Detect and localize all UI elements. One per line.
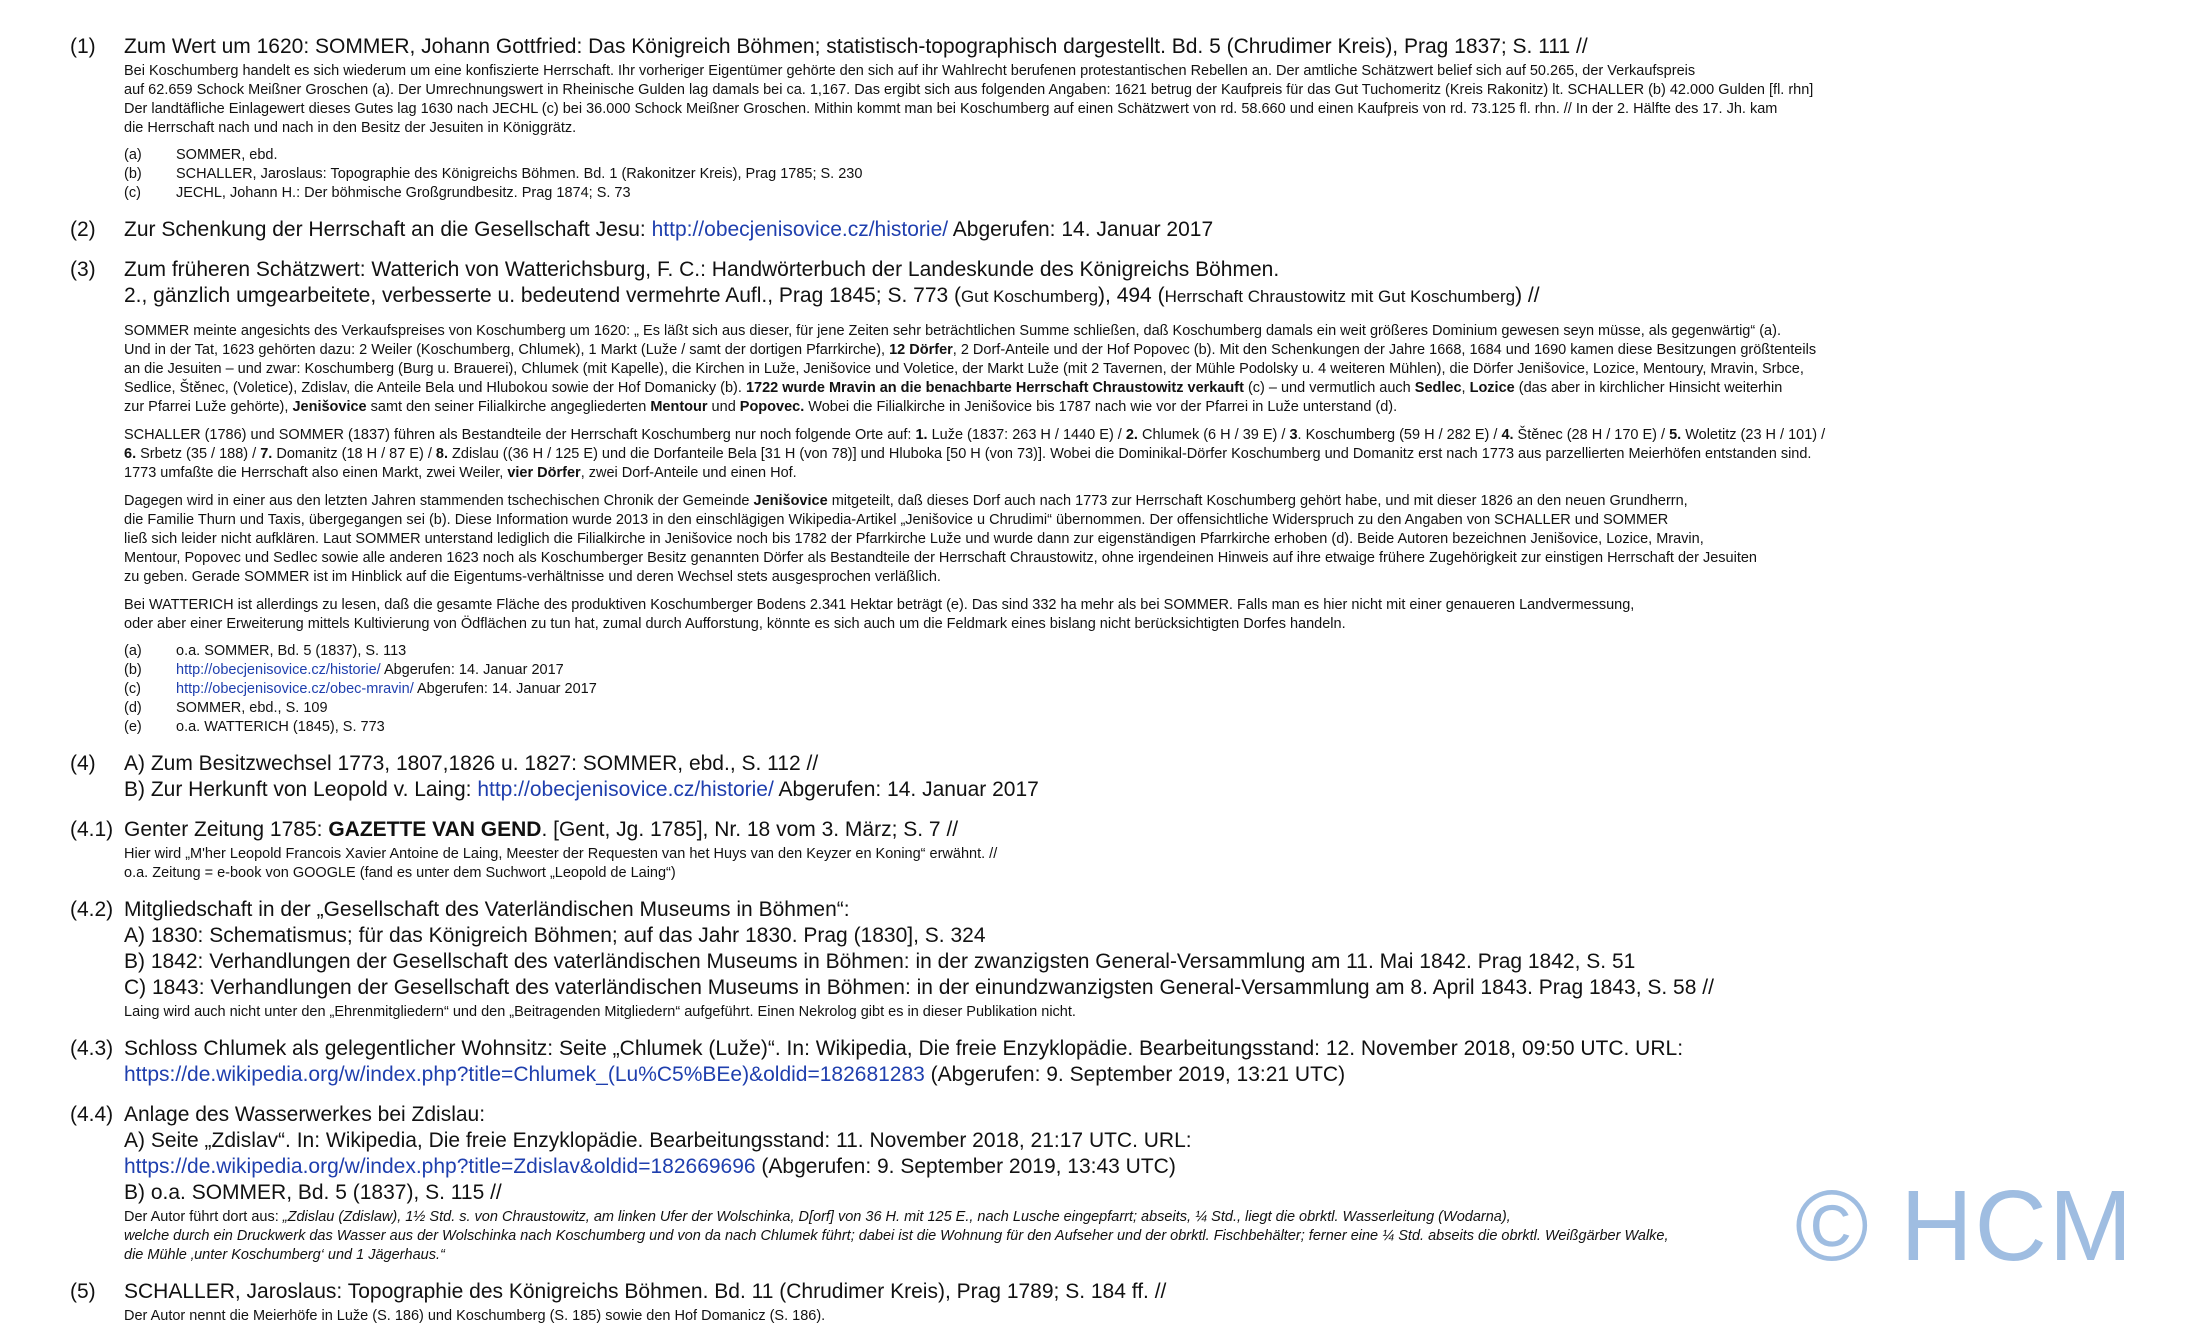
bold-text: 7. [260, 446, 273, 462]
heading-text: Abgerufen: 14. Januar 2017 [773, 778, 1039, 801]
footnote-heading [124, 817, 2120, 843]
bold-text: 8. [435, 446, 448, 462]
bold-text: 6. [124, 446, 137, 462]
text: die Familie Thurn und Taxis, übergegangen sei (b). Diese Information wurde 2013 in den einschlägigen Wikipedia-Artikel „Jenišovice u Chrudimi“ übernommen. Der offensichtliche Widerspruch zu den Angaben von SCHALLER und SOMMER [124, 512, 1669, 528]
bold-text: 5. [1669, 427, 1682, 443]
bold-text: Jenišovice [292, 399, 367, 415]
paragraph [124, 322, 2120, 417]
text: SCHALLER (1786) und SOMMER (1837) führen als Bestandteile der Herrschaft Koschumberg nur noch folgende Orte auf: [124, 427, 916, 443]
text: , 2 Dorf-Anteile und der Hof Popovec (b). Mit den Schenkungen der Jahre 1668, 1684 und 1690 kamen diese Besitzungen größtenteils [952, 342, 1817, 358]
text: und [707, 399, 740, 415]
bold-text: vier Dörfer [507, 465, 581, 481]
reference-key: (b) [124, 662, 142, 678]
wikipedia-link[interactable]: https://de.wikipedia.org/w/index.php?title=Chlumek_(Lu%C5%BEe)&oldid=182681283 [124, 1063, 925, 1086]
text: Sedlice, Štěnec, (Voletice), Zdislav, die Anteile Bela und Hlubokou sowie der Hof Domanicky (b). [124, 380, 746, 396]
text-line: Hier wird „M'her Leopold Francois Xavier Antoine de Laing, Meester der Requesten van het Huys van den Keyzer en Koning“ erwähnt. // [124, 846, 998, 862]
text: Wobei die Filialkirche in Jenišovice bis 1787 nach wie vor der Pfarrei in Luže unterstand (d). [804, 399, 1398, 415]
footnote-number: (4.4) [70, 1103, 114, 1126]
heading-text: (Abgerufen: 9. September 2019, 13:43 UTC) [755, 1155, 1176, 1178]
footnote-heading [124, 257, 2120, 310]
text: (das aber in kirchlicher Hinsicht weiterhin [1514, 380, 1783, 396]
footnote-4-3 [70, 1036, 2120, 1088]
reference-text: o.a. SOMMER, Bd. 5 (1837), S. 113 [176, 643, 407, 659]
reference-link[interactable]: http://obecjenisovice.cz/obec-mravin/ [176, 681, 414, 697]
reference-item [124, 165, 2120, 184]
bold-text: Sedlec [1414, 380, 1462, 396]
footnote-heading: B) o.a. SOMMER, Bd. 5 (1837), S. 115 // [124, 1181, 502, 1204]
heading-text: . [Gent, Jg. 1785], Nr. 18 vom 3. März; S. 7 // [541, 818, 959, 841]
reference-text: Abgerufen: 14. Januar 2017 [413, 681, 597, 697]
text: , [1461, 380, 1470, 396]
footnote-number: (5) [70, 1280, 96, 1303]
text: zu geben. Gerade SOMMER ist im Hinblick auf die Eigentums-verhältnisse und deren Wechsel stets ausgesprochen verläßlich. [124, 569, 941, 585]
footnote-4-1 [70, 817, 2120, 883]
reference-key: (c) [124, 185, 141, 201]
reference-key: (a) [124, 643, 142, 659]
text: Der Autor führt dort aus: [124, 1209, 283, 1225]
reference-key: (c) [124, 681, 141, 697]
quote-text: die Mühle ‚unter Koschumberg‘ und 1 Jägerhaus.“ [124, 1247, 445, 1263]
footnote-heading [124, 1062, 2120, 1088]
footnote-3 [70, 257, 2120, 737]
paragraph [124, 492, 2120, 587]
text: Dagegen wird in einer aus den letzten Jahren stammenden tschechischen Chronik der Gemeinde [124, 493, 754, 509]
footnote-2 [70, 217, 2120, 243]
reference-text: JECHL, Johann H.: Der böhmische Großgrundbesitz. Prag 1874; S. 73 [176, 185, 631, 201]
heading-text: ), 494 ( [1098, 284, 1165, 307]
footnote-4-2 [70, 897, 2120, 1022]
footnote-number: (1) [70, 35, 96, 58]
text-line: o.a. Zeitung = e-book von GOOGLE (fand es unter dem Suchwort „Leopold de Laing“) [124, 865, 676, 881]
bold-text: 4. [1501, 427, 1514, 443]
heading-text: 2., gänzlich umgearbeitete, verbesserte u. bedeutend vermehrte Aufl., Prag 1845; S. 773 ( [124, 284, 962, 307]
footnote-heading: A) Seite „Zdislav“. In: Wikipedia, Die freie Enzyklopädie. Bearbeitungsstand: 11. November 2018, 21:17 UTC. URL: [124, 1129, 1192, 1152]
heading-text: Zur Schenkung der Herrschaft an die Gesellschaft Jesu: [124, 218, 652, 241]
heading-line [124, 283, 2120, 310]
reference-text: o.a. WATTERICH (1845), S. 773 [176, 719, 385, 735]
text: Domanitz (18 H / 87 E) / [272, 446, 436, 462]
bold-text: Popovec. [739, 399, 805, 415]
text-line: auf 62.659 Schock Meißner Groschen (a). Der Umrechnungswert in Rheinische Gulden lag damals bei ca. 1,167. Das ergibt sich aus folgenden Angaben: 1621 betrug der Kaufpreis für das Gut Tuchomeritz (Kreis Rakonitz) lt. SCHALLER (b) 42.000 Gulden [fl. rhn] [124, 82, 1814, 98]
text: Woletitz (23 H / 101) / [1681, 427, 1826, 443]
reference-key: (b) [124, 166, 142, 182]
footnote-heading: Mitgliedschaft in der „Gesellschaft des Vaterländischen Museums in Böhmen“: [124, 898, 850, 921]
footnote-heading: A) 1830: Schematismus; für das Königreich Böhmen; auf das Jahr 1830. Prag (1830], S. 324 [124, 924, 986, 947]
reference-text: Abgerufen: 14. Januar 2017 [380, 662, 564, 678]
reference-text: SOMMER, ebd. [176, 147, 278, 163]
text: Und in der Tat, 1623 gehörten dazu: 2 Weiler (Koschumberg, Chlumek), 1 Markt (Luže / samt der dortigen Pfarrkirche), [124, 342, 890, 358]
footnote-text [124, 62, 2120, 138]
reference-text: SOMMER, ebd., S. 109 [176, 700, 328, 716]
text: Štěnec (28 H / 170 E) / [1513, 427, 1670, 443]
text: , zwei Dorf-Anteile und einen Hof. [580, 465, 797, 481]
heading-text: Abgerufen: 14. Januar 2017 [948, 218, 1214, 241]
footnote-5 [70, 1279, 2120, 1326]
reference-item [124, 661, 2120, 680]
wikipedia-link[interactable]: https://de.wikipedia.org/w/index.php?title=Zdislav&oldid=182669696 [124, 1155, 756, 1178]
footnote-heading: C) 1843: Verhandlungen der Gesellschaft des vaterländischen Museums in Böhmen: in der einundzwanzigsten General-Versammlung am 8. April 1843. Prag 1843, S. 58 // [124, 976, 1714, 999]
footnote-number: (3) [70, 258, 96, 281]
footnote-text: Laing wird auch nicht unter den „Ehrenmitgliedern“ und den „Beitragenden Mitgliedern“ aufgeführt. Einen Nekrolog gibt es in dieser Publikation nicht. [124, 1004, 1076, 1020]
quote-text: „Zdislau (Zdislaw), 1½ Std. s. von Chraustowitz, am linken Ufer der Wolschinka, D[orf] von 36 H. mit 125 E., nach Lusche eingepfarrt; abseits, ¼ Std., liegt die obrktl. Wasserleitung (Wodarna), [282, 1209, 1511, 1225]
heading-text: B) Zur Herkunft von Leopold v. Laing: [124, 778, 478, 801]
text: (c) – und vermutlich auch [1243, 380, 1415, 396]
bold-text: 12 Dörfer [889, 342, 953, 358]
footnote-number: (4) [70, 752, 96, 775]
text: Bei WATTERICH ist allerdings zu lesen, daß die gesamte Fläche des produktiven Koschumberger Bodens 2.341 Hektar beträgt (e). Das sind 332 ha mehr als bei SOMMER. Falls man es hier nicht mit einer genaueren Landvermessung, [124, 597, 1635, 613]
paragraph [124, 596, 2120, 634]
reference-key: (a) [124, 147, 142, 163]
footnote-heading [124, 217, 2120, 243]
footnote-heading: B) 1842: Verhandlungen der Gesellschaft des vaterländischen Museums in Böhmen: in der zwanzigsten General-Versammlung am 11. Mai 1842. Prag 1842, S. 51 [124, 950, 1636, 973]
footnote-4 [70, 751, 2120, 803]
footnote-number: (4.3) [70, 1037, 114, 1060]
reference-list [124, 642, 2120, 737]
text-line: die Herrschaft nach und nach in den Besitz der Jesuiten in Königgrätz. [124, 120, 577, 136]
bold-text: 1. [915, 427, 928, 443]
heading-line: Zum früheren Schätzwert: Watterich von Watterichsburg, F. C.: Handwörterbuch der Landeskunde des Königreichs Böhmen. [124, 258, 1280, 281]
text: Luže (1837: 263 H / 1440 E) / [927, 427, 1126, 443]
reference-item [124, 184, 2120, 203]
text: ließ sich leider nicht aufklären. Laut SOMMER unterstand lediglich die Filialkirche in Jenišovice noch bis 1782 der Pfarrkirche Luže und wurde dann zur eigenständigen Pfarrkirche erhoben (d). Beide Autoren bezeichnen Jenišovice, Lozice, Mravin, [124, 531, 1704, 547]
text-line: Bei Koschumberg handelt es sich wiederum um eine konfiszierte Herrschaft. Ihr vorheriger Eigentümer gehörte den sich auf ihr Wahlrecht berufenen protestantischen Rebellen an. Der amtliche Schätzwert belief sich auf 50.265, der Verkaufspreis [124, 63, 1696, 79]
footnote-number: (4.2) [70, 898, 114, 921]
text: Zdislau ((36 H / 125 E) und die Dorfanteile Bela [31 H (von 78)] und Hluboka [50 H (von 73)]. Wobei die Dominikal-Dörfer Koschumberg und Domanitz erst nach 1773 aus parzellierten Meierhöfen entstanden sind. [448, 446, 1812, 462]
text: . Koschumberg (59 H / 282 E) / [1297, 427, 1502, 443]
heading-text: Herrschaft Chraustowitz mit Gut Koschumberg [1164, 287, 1516, 306]
reference-key: (d) [124, 700, 142, 716]
footnote-heading: Zum Wert um 1620: SOMMER, Johann Gottfried: Das Königreich Böhmen; statistisch-topographisch dargestellt. Bd. 5 (Chrudimer Kreis), Prag 1837; S. 111 // [124, 35, 1588, 58]
footnote-heading: SCHALLER, Jaroslaus: Topographie des Königreichs Böhmen. Bd. 11 (Chrudimer Kreis), Prag 1789; S. 184 ff. // [124, 1280, 1167, 1303]
reference-item [124, 680, 2120, 699]
heading-text: Genter Zeitung 1785: [124, 818, 329, 841]
bold-text: GAZETTE VAN GEND [328, 818, 542, 841]
text-line: Der landtäfliche Einlagewert dieses Gutes lag 1630 nach JECHL (c) bei 36.000 Schock Meißner Groschen. Mithin kommt man bei Koschumberg auf einen Schätzwert von rd. 58.660 und einen Kaufpreis von rd. 73.125 fl. rhn. // In der 2. Hälfte des 17. Jh. kam [124, 101, 1778, 117]
heading-text: (Abgerufen: 9. September 2019, 13:21 UTC) [924, 1063, 1346, 1086]
footnote-number: (2) [70, 218, 96, 241]
text: SOMMER meinte angesichts des Verkaufspreises von Koschumberg um 1620: „ Es läßt sich aus dieser, für jene Zeiten sehr beträchtlichen Summe schließen, daß Koschumberg damals ein weit größeres Dominium gewesen seyn müsse, als gegenwärtig“ (a). [124, 323, 1781, 339]
bold-text: 2. [1125, 427, 1138, 443]
source-link[interactable]: http://obecjenisovice.cz/historie/ [477, 778, 774, 801]
reference-item [124, 718, 2120, 737]
text: 1773 umfaßte die Herrschaft also einen Markt, zwei Weiler, [124, 465, 508, 481]
reference-link[interactable]: http://obecjenisovice.cz/historie/ [176, 662, 381, 678]
footnote-text [124, 845, 2120, 883]
text: oder aber einer Erweiterung mittels Kultivierung von Ödflächen zu tun hat, zumal durch Aufforstung, könnte es sich auch um die Feldmark eines bislang nicht berücksichtigten Dorfes handeln. [124, 616, 1346, 632]
bold-text: Jenišovice [753, 493, 828, 509]
reference-item [124, 699, 2120, 718]
footnote-text [124, 322, 2120, 634]
reference-text: SCHALLER, Jaroslaus: Topographie des Königreichs Böhmen. Bd. 1 (Rakonitzer Kreis), Prag 1785; S. 230 [176, 166, 863, 182]
footnote-heading: A) Zum Besitzwechsel 1773, 1807,1826 u. 1827: SOMMER, ebd., S. 112 // [124, 752, 819, 775]
footnotes-page [70, 34, 2120, 1340]
quote-text: welche durch ein Druckwerk das Wasser aus der Wolschinka nach Koschumberg und von da nach Chlumek führt; dabei ist die Wohnung für den Aufseher und der obrktl. Fischbehälter; ferner eine ¼ Std. abseits die obrktl. Weißgärber Walke, [124, 1228, 1669, 1244]
footnote-heading: Schloss Chlumek als gelegentlicher Wohnsitz: Seite „Chlumek (Luže)“. In: Wikipedia, Die freie Enzyklopädie. Bearbeitungsstand: 12. November 2018, 09:50 UTC. URL: [124, 1037, 1684, 1060]
reference-key: (e) [124, 719, 142, 735]
footnote-1 [70, 34, 2120, 203]
footnote-heading [124, 777, 2120, 803]
footnote-heading: Anlage des Wasserwerkes bei Zdislau: [124, 1103, 486, 1126]
reference-item [124, 642, 2120, 661]
reference-item [124, 146, 2120, 165]
text: Srbetz (35 / 188) / [136, 446, 261, 462]
text: mitgeteilt, daß dieses Dorf auch nach 1773 zur Herrschaft Koschumberg gehört habe, und mit dieser 1826 an den neuen Grundherrn, [827, 493, 1688, 509]
source-link[interactable]: http://obecjenisovice.cz/historie/ [651, 218, 949, 241]
heading-text: ) // [1515, 284, 1540, 307]
text: Chlumek (6 H / 39 E) / [1137, 427, 1290, 443]
heading-text: Gut Koschumberg [961, 287, 1099, 306]
footnote-text: Der Autor nennt die Meierhöfe in Luže (S. 186) und Koschumberg (S. 185) sowie den Hof Domanicz (S. 186). [124, 1308, 826, 1324]
bold-text: Lozice [1469, 380, 1515, 396]
bold-text: 3 [1289, 427, 1298, 443]
footnote-number: (4.1) [70, 818, 114, 841]
text: zur Pfarrei Luže gehörte), [124, 399, 293, 415]
text: Mentour, Popovec und Sedlec sowie alle anderen 1623 noch als Koschumberger Besitz genannten Dörfer als Bestandteile der Herrschaft Chraustowitz, ohne irgendeinen Hinweis auf ihre etwaige frühere Zugehörigkeit zur einstigen Herrschaft der Jesuiten [124, 550, 1757, 566]
copyright-watermark: © HCM [1795, 1170, 2135, 1282]
text: an die Jesuiten – und zwar: Koschumberg (Burg u. Brauerei), Chlumek (mit Kapelle), die Kirchen in Luže, Jenišovice und Voletice, der Markt Luže (mit 2 Tavernen, der Mühle Podolsky u. 4 weiteren Mühlen), die Dörfer Jenišovice, Lozice, Mentoury, Mravin, Srbce, [124, 361, 1804, 377]
bold-text: 1722 wurde Mravin an die benachbarte Herrschaft Chraustowitz verkauft [745, 380, 1244, 396]
bold-text: Mentour [650, 399, 708, 415]
text: samt den seiner Filialkirche angegliederten [366, 399, 651, 415]
reference-list [124, 146, 2120, 203]
paragraph [124, 426, 2120, 483]
